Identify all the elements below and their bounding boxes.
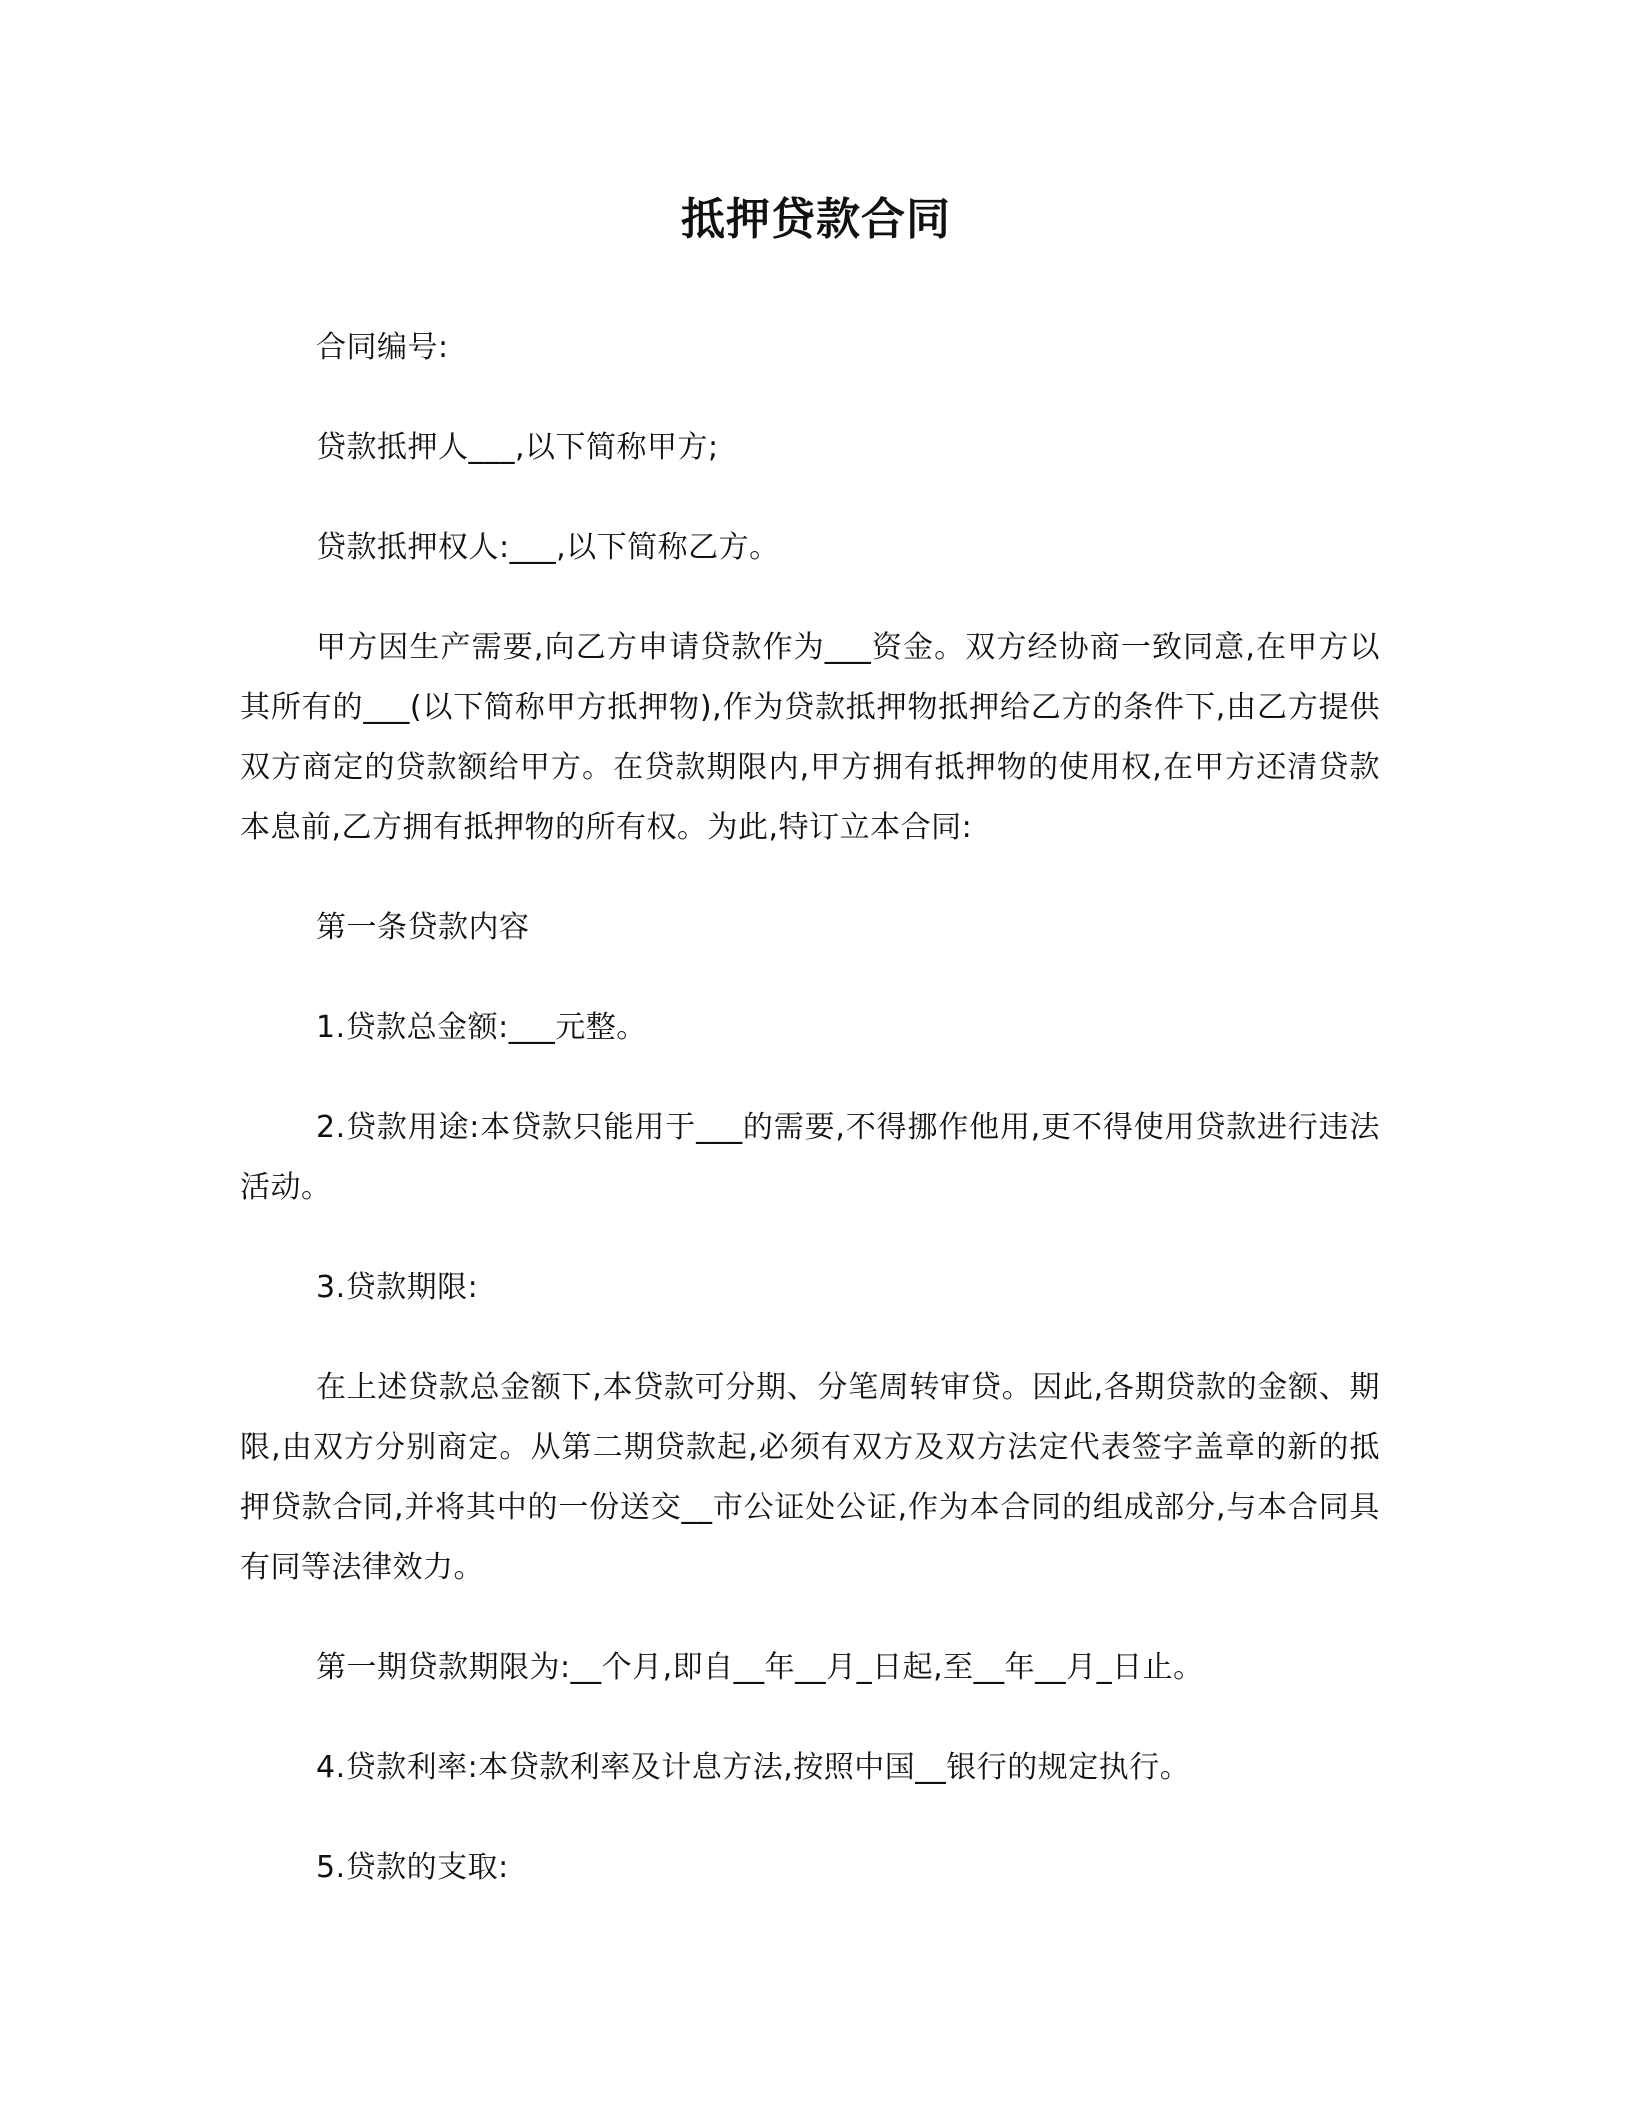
document-body	[240, 318, 1380, 1938]
mortgagor-line: 贷款抵押人___,以下简称甲方;	[316, 430, 719, 465]
contract-number-line: 合同编号:	[316, 330, 449, 365]
document-title: 抵押贷款合同	[681, 194, 951, 245]
clause-loan-term-heading: 3.贷款期限:	[316, 1270, 479, 1305]
clause-total-amount: 1.贷款总金额:___元整。	[316, 1010, 647, 1045]
clause-interest-rate: 4.贷款利率:本贷款利率及计息方法,按照中国__银行的规定执行。	[316, 1750, 1191, 1785]
clause-first-term: 第一期贷款期限为:__个月,即自__年__月_日起,至__年__月_日止。	[316, 1650, 1204, 1685]
mortgagee-line: 贷款抵押权人:___,以下简称乙方。	[316, 530, 780, 565]
clause-loan-purpose: 2.贷款用途:本贷款只能用于___的需要,不得挪作他用,更不得使用贷款进行违法活动。	[240, 1110, 1380, 1205]
clause-loan-withdrawal: 5.贷款的支取:	[316, 1850, 509, 1885]
article-one-heading: 第一条贷款内容	[316, 910, 530, 945]
preamble-paragraph: 甲方因生产需要,向乙方申请贷款作为___资金。双方经协商一致同意,在甲方以其所有的___(以下简称甲方抵押物),作为贷款抵押物抵押给乙方的条件下,由乙方提供双方商定的贷款额给甲方。在贷款期限内,甲方拥有抵押物的使用权,在甲方还清贷款本息前,乙方拥有抵押物的所有权。为此,特订立本合同:	[240, 630, 1380, 845]
clause-loan-term-detail: 在上述贷款总金额下,本贷款可分期、分笔周转审贷。因此,各期贷款的金额、期限,由双方分别商定。从第二期贷款起,必须有双方及双方法定代表签字盖章的新的抵押贷款合同,并将其中的一份送交__市公证处公证,作为本合同的组成部分,与本合同具有同等法律效力。	[240, 1370, 1380, 1585]
